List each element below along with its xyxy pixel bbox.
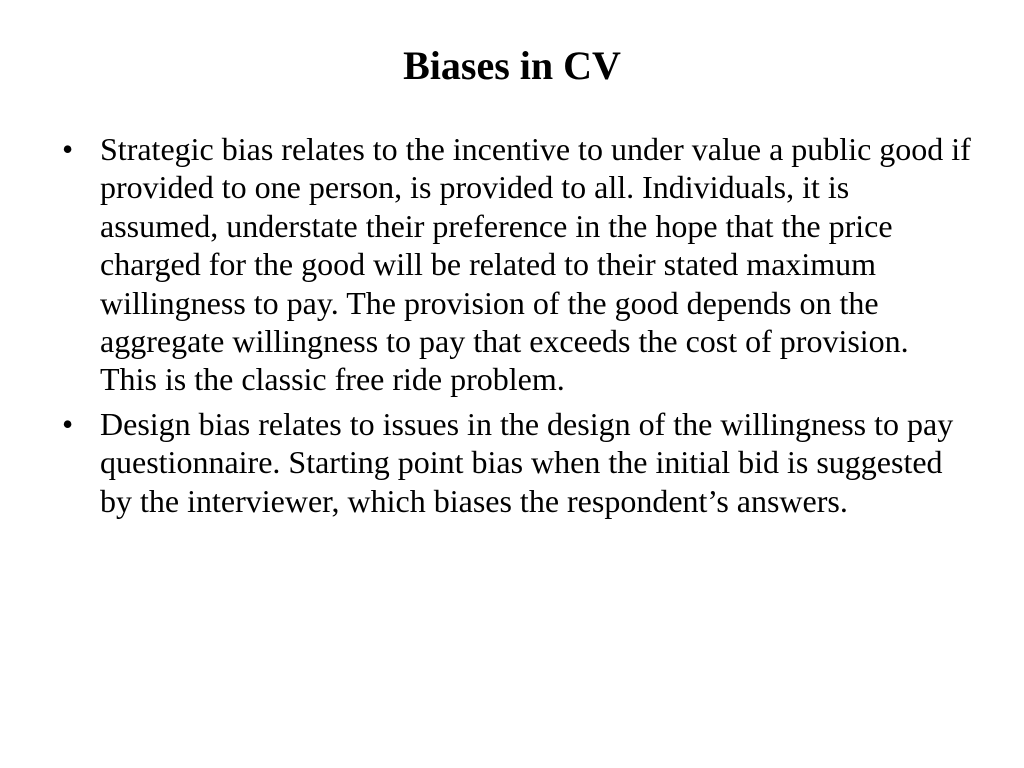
bullet-item-strategic-bias [62, 130, 972, 399]
bullet-marker: • [62, 405, 74, 442]
bullet-list [62, 130, 972, 526]
bullet-text: Strategic bias relates to the incentive to under value a public good if provided to one person, is provided to all. Individuals, it is assumed, understate their preference in the hope that the price charged for the good will be related to their stated maximum willingness to pay. The provision of the good depends on the aggregate willingness to pay that exceeds the cost of provision. This is the classic free ride problem. [100, 131, 971, 398]
bullet-item-design-bias [62, 405, 972, 520]
bullet-text: Design bias relates to issues in the design of the willingness to pay questionnaire. Starting point bias when the initial bid is suggested by the interviewer, which biases the respondent’s answers. [100, 405, 954, 519]
bullet-marker: • [62, 131, 74, 167]
slide-title: Biases in CV [403, 43, 621, 88]
